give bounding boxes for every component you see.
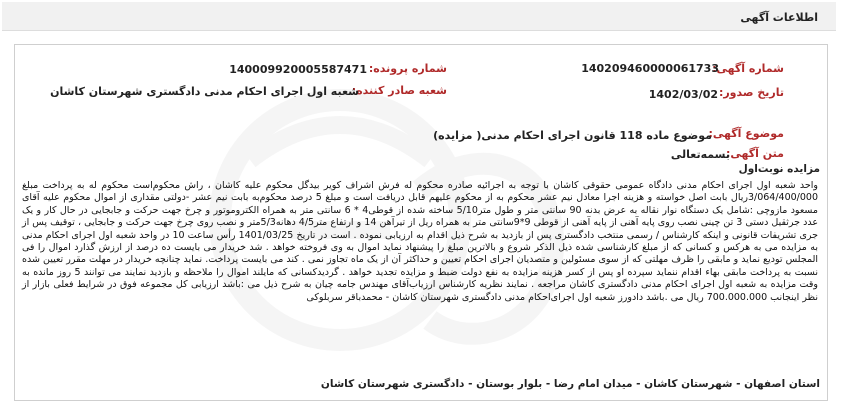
ad-body-text: واحد شعبه اول اجرای احکام مدنی دادگاه عمومی حقوقی کاشان با توجه به اجرائیه صادره محکوم له فرش اشراف کویر بیدگل محکوم علیه کاشان ، راش محکوم‌است محکوم‌ له به پرداخت مبلغ 3/064/400/000ریال بابت اصل خواسته و هزینه اجرا معادل نیم عشر محکوم به از محکوم علیهم قابل دریافت است و مبلغ 5 درصد محکوم‌به بابت نیم عشر -دولتی مقداری از اموال محکوم علیه آقای مسعود مازوچی :شامل یک دستگاه نوار نقاله به عرض بدنه 90 سانتی متر و طول متر5/10 ساخته شده از قوطی4 * 6 سانتی متر به همراه الکتروموتور و چرخ جهت حرکت و جابجایی در حال کار و یک عدد جرثقیل دستی 3 تن چینی نصب روی پایه آهنی از پایه آهنی از قوطی 9*9سانتی متر به همراه ریل از تیرآهن 14 و ارتفاع متر4/5 دهانه5/3متر و نصب روی چرخ جهت حرکت و جابجایی ، توقیف پس از جری تشریفات قانونی و اینکه کارشناس / رسمی منتخب دادگستری پس از بازدید به شرح ذیل اقدام به ارزیابی نموده . است در تاریخ 1401/03/25 رأس ساعت 10 در واحد شعبه اول اجرای احکام مدنی به مزایده می به هرکس و کسانی که از مبلغ کارشناسی شده ذیل الذکر شروع و بالاترین مبلغ را پیشنهاد نماید اموال به وی فروخته خواهد . شد خریدار می بایست ده درصد از ارزش گذارد اموال را فی المجلس تودیع نماید و مابقی را ظرف مهلتی که از سوی مسئولین و متصدیان اجرای احکام تعیین و حداکثر آن از یک ماه تجاوز نمی . کند می بایست پرداخت. نماید چنانچه خریدار در مهلت مقرر تعیین شده نسبت به پرداخت مابقی بهاء اقدام ننماید سپرده او پس از کسر هزینه مزایده به نفع دولت ضبط و مزایده تجدید خواهد . گردید‌کسانی که مایلند اموال را ملاحظه و بازدید نمایند می توانند 5 روز مانده به وقت مزایده به شعبه اول اجرای احکام مدنی دادگستری کاشان مراجعه . نمایند نظریه کارشناس ارزیاب‌آقای مهندس جامه چیان به شرح ذیل می :باشد ارزیابی کل مجموعه فوق در شرایط فعلی بازار از نظر اینجانب 700.000.000 ریال می .باشد دادورز شعبه اول اجرای‌احکام مدنی دادگستری شهرستان کاشان - محمدباقر سربلوکی [22, 180, 819, 303]
text-label: متن آگهی: [726, 147, 784, 160]
subject-value: موضوع ماده 118 قانون اجرای احکام مدنی( مزایده) [433, 129, 712, 142]
issue-date-value: 1402/03/02 [648, 88, 718, 101]
address-line: استان اصفهان - شهرستان کاشان - میدان امام رضا - بلوار بوستان - دادگستری شهرستان کاشان [320, 378, 820, 390]
section-header [2, 2, 836, 31]
case-number-label: شماره پرونده: [368, 62, 447, 75]
text-intro: بسمه‌تعالی [670, 148, 730, 161]
issuer-label: شعبه صادر کننده: [351, 84, 447, 97]
ad-number-label: شماره آگهی: [712, 62, 784, 75]
issue-date-label: تاریخ صدور: [718, 86, 784, 99]
section-title: اطلاعات آگهی [740, 11, 818, 24]
ad-number-value: 140209460000061733 [581, 62, 719, 75]
issuer-value: شعبه اول اجرای احکام مدنی دادگستری شهرستان کاشان [50, 85, 359, 98]
subject-label: موضوع آگهی: [708, 127, 784, 140]
case-number-value: 140009920005587471 [229, 63, 367, 76]
auction-title: مزایده نوبت‌اول [738, 163, 820, 175]
